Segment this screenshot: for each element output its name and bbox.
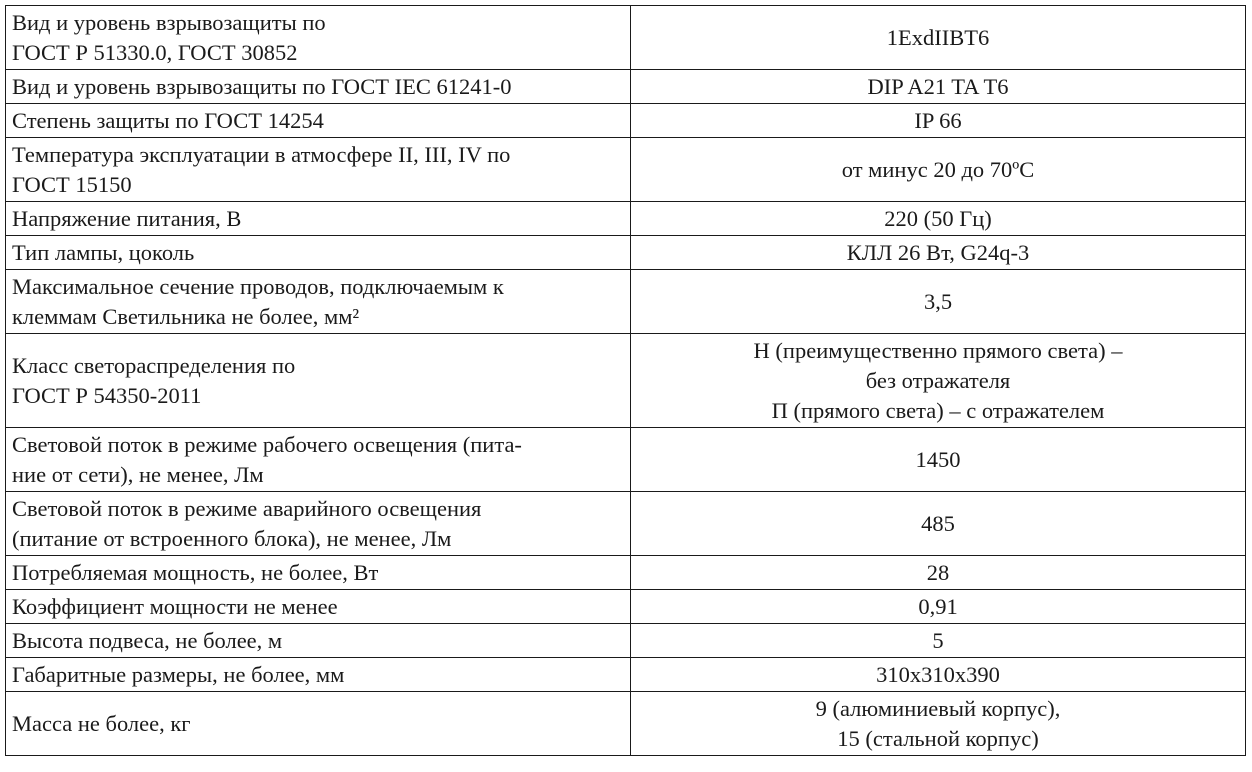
param-cell: Высота подвеса, не более, м	[6, 624, 631, 658]
table-row	[6, 138, 1246, 202]
table-row	[6, 236, 1246, 270]
param-cell: Габаритные размеры, не более, мм	[6, 658, 631, 692]
param-cell: Класс светораспределения по ГОСТ Р 54350-2011	[6, 334, 631, 428]
param-cell: Напряжение питания, В	[6, 202, 631, 236]
value-cell: 220 (50 Гц)	[631, 202, 1246, 236]
param-cell: Потребляемая мощность, не более, Вт	[6, 556, 631, 590]
value-cell: 5	[631, 624, 1246, 658]
value-cell: 1ExdIIBT6	[631, 6, 1246, 70]
table-row	[6, 6, 1246, 70]
table-row	[6, 104, 1246, 138]
value-cell: 0,91	[631, 590, 1246, 624]
param-cell: Коэффициент мощности не менее	[6, 590, 631, 624]
table-row	[6, 624, 1246, 658]
param-cell: Световой поток в режиме рабочего освещения (пита- ние от сети), не менее, Лм	[6, 428, 631, 492]
table-row	[6, 428, 1246, 492]
table-row	[6, 270, 1246, 334]
value-cell: IP 66	[631, 104, 1246, 138]
table-row	[6, 334, 1246, 428]
param-cell: Температура эксплуатации в атмосфере II, III, IV по ГОСТ 15150	[6, 138, 631, 202]
value-cell: 485	[631, 492, 1246, 556]
value-cell: Н (преимущественно прямого света) – без отражателя П (прямого света) – с отражателем	[631, 334, 1246, 428]
param-cell: Вид и уровень взрывозащиты по ГОСТ Р 51330.0, ГОСТ 30852	[6, 6, 631, 70]
table-row	[6, 492, 1246, 556]
param-cell: Максимальное сечение проводов, подключаемым к клеммам Светильника не более, мм²	[6, 270, 631, 334]
table-row	[6, 70, 1246, 104]
value-cell: КЛЛ 26 Вт, G24q-3	[631, 236, 1246, 270]
param-cell: Световой поток в режиме аварийного освещения (питание от встроенного блока), не менее, Лм	[6, 492, 631, 556]
table-row	[6, 556, 1246, 590]
table-row	[6, 658, 1246, 692]
value-cell: 28	[631, 556, 1246, 590]
param-cell: Степень защиты по ГОСТ 14254	[6, 104, 631, 138]
value-cell: 1450	[631, 428, 1246, 492]
table-row	[6, 202, 1246, 236]
table-row	[6, 590, 1246, 624]
value-cell: 3,5	[631, 270, 1246, 334]
value-cell: от минус 20 до 70ºС	[631, 138, 1246, 202]
value-cell: 310х310х390	[631, 658, 1246, 692]
value-cell: 9 (алюминиевый корпус), 15 (стальной корпус)	[631, 692, 1246, 756]
param-cell: Вид и уровень взрывозащиты по ГОСТ IEC 61241-0	[6, 70, 631, 104]
table-row	[6, 692, 1246, 756]
param-cell: Масса не более, кг	[6, 692, 631, 756]
param-cell: Тип лампы, цоколь	[6, 236, 631, 270]
value-cell: DIP A21 TA T6	[631, 70, 1246, 104]
specifications-table	[5, 5, 1246, 756]
